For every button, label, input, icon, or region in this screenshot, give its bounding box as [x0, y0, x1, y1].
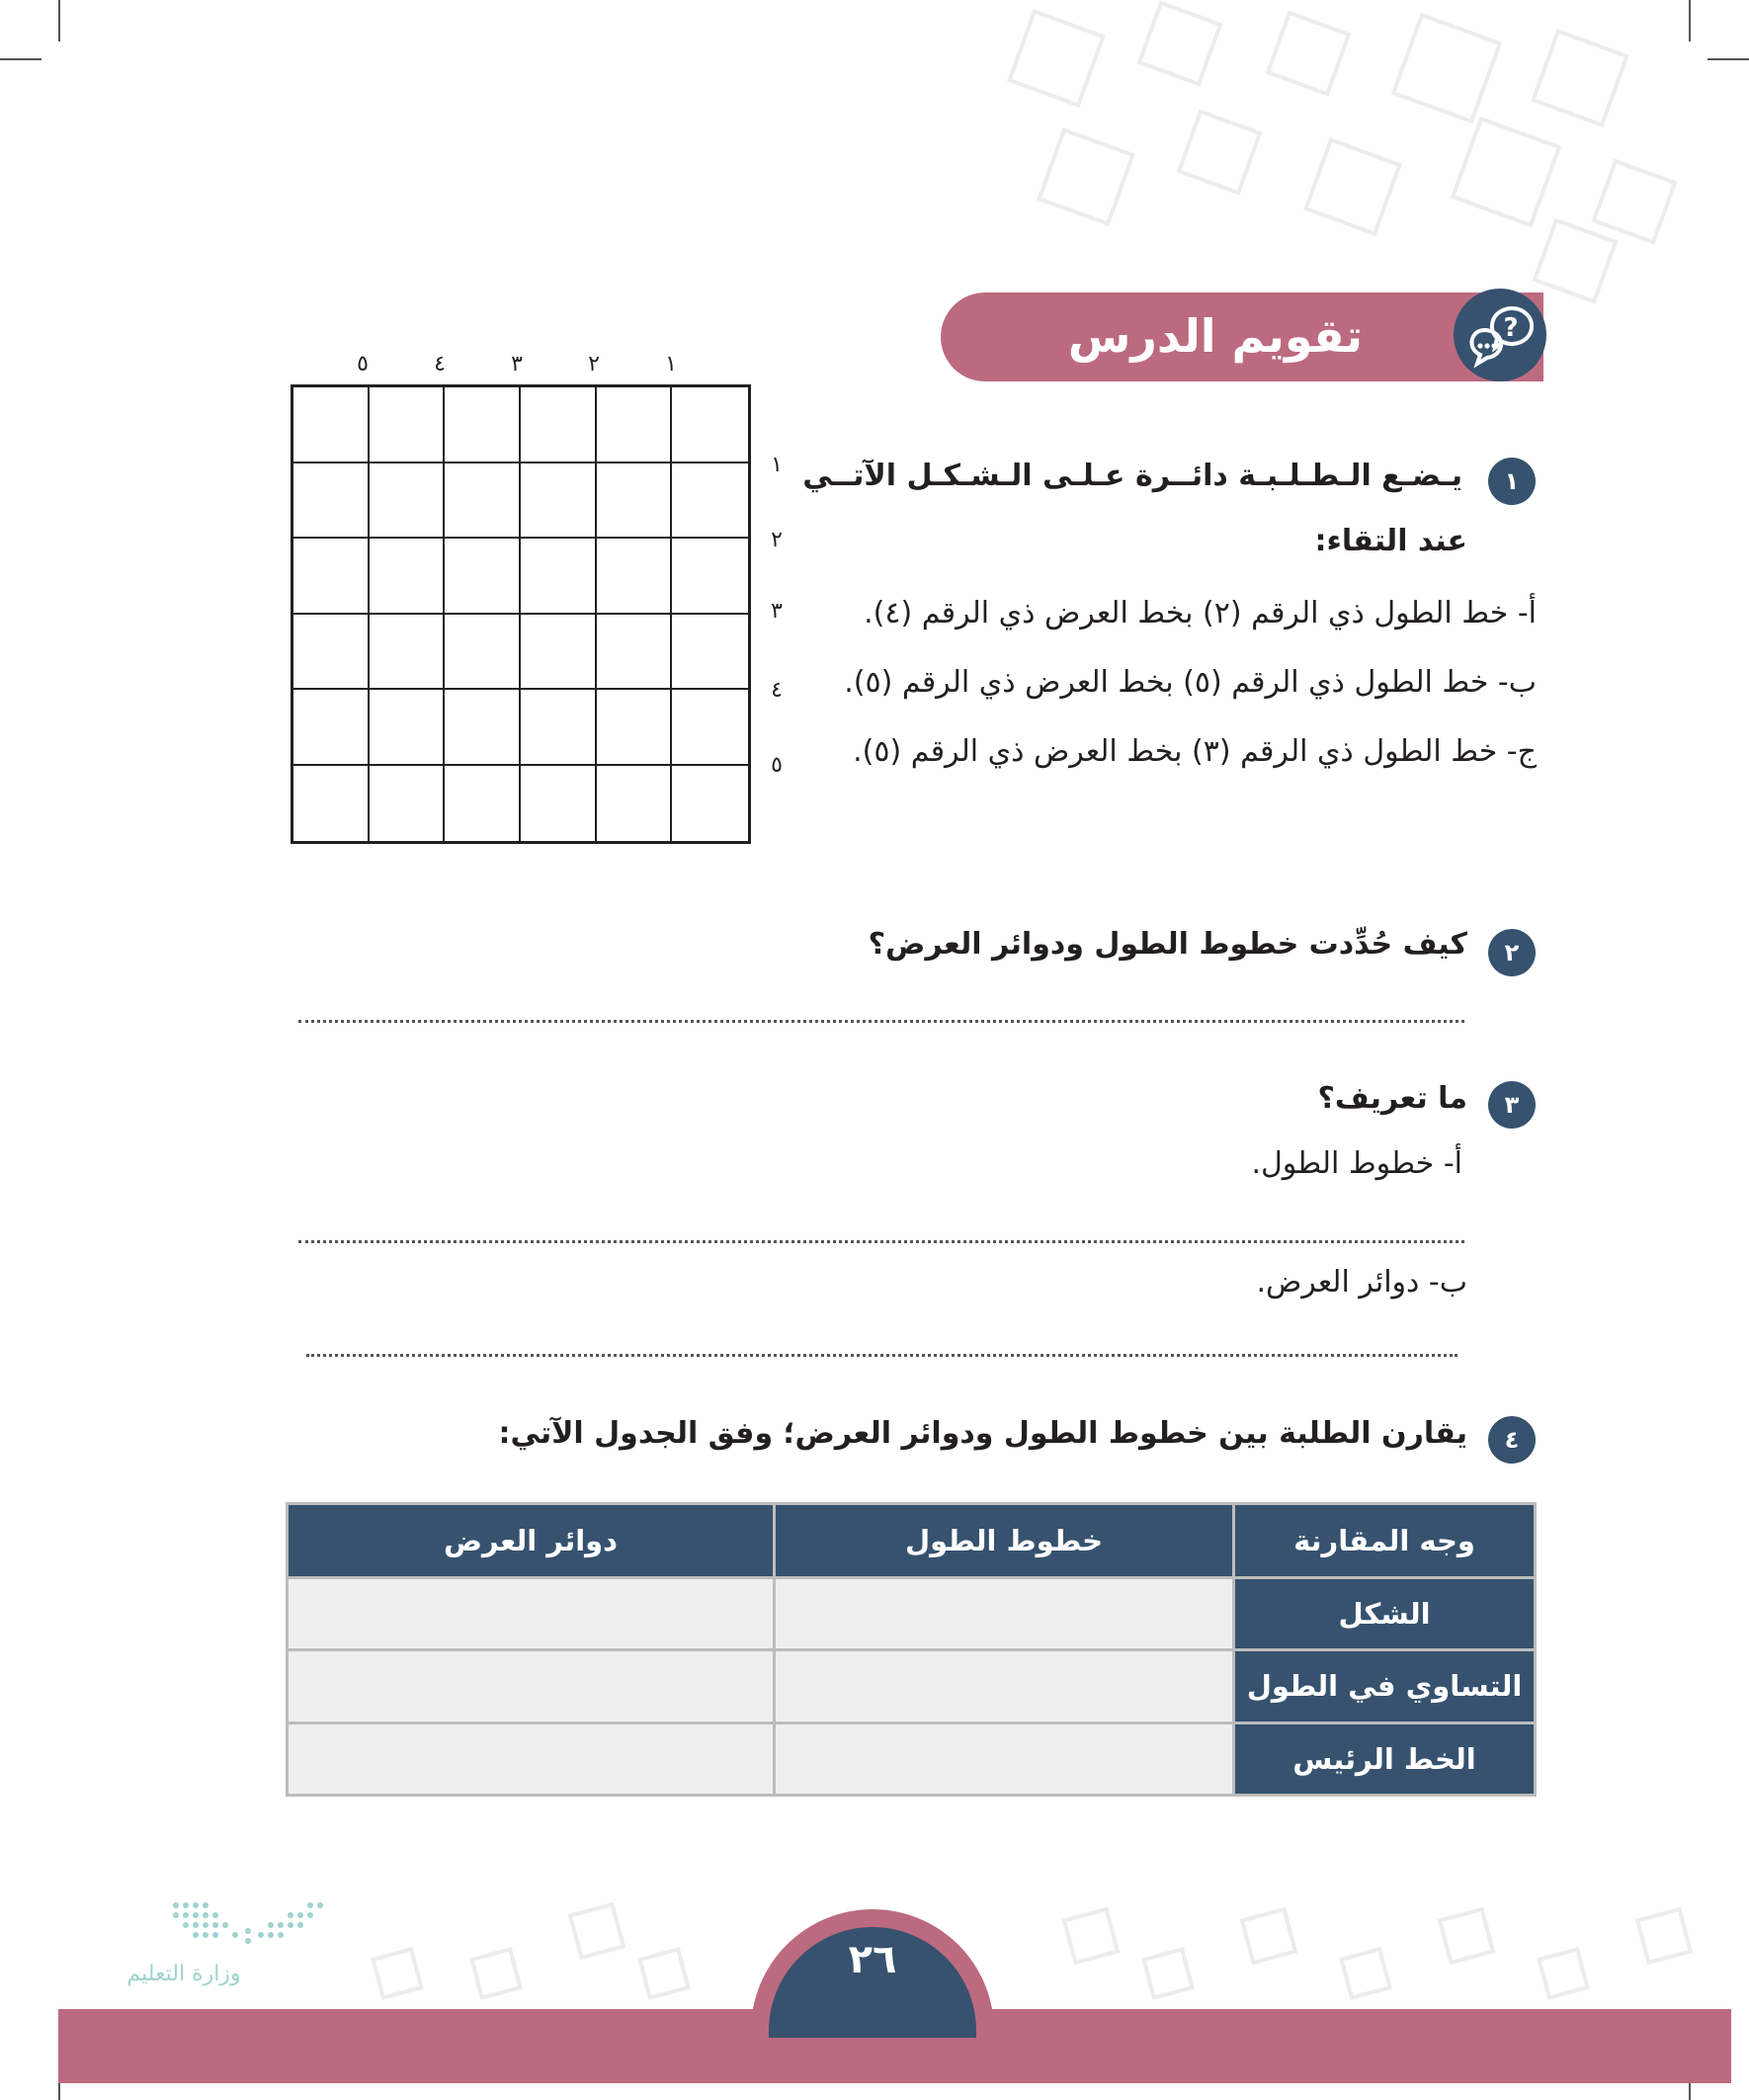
table-answer-cell[interactable]: [775, 1650, 1234, 1722]
question-number-badge: ٢: [1488, 929, 1536, 976]
grid-column-number: ٤: [434, 352, 446, 377]
grid-column-number: ١: [665, 352, 677, 377]
table-header-cell: وجه المقارنة: [1234, 1504, 1536, 1578]
question-1-item-a: أ- خط الطول ذي الرقم (٢) بخط العرض ذي الرقم (٤).: [864, 596, 1537, 630]
table-row-header: الخط الرئيس: [1234, 1722, 1536, 1795]
table-row: [288, 1722, 1536, 1795]
table-row-header: الشكل: [1234, 1578, 1536, 1650]
grid-row-number: ١: [771, 453, 783, 477]
table-answer-cell[interactable]: [775, 1722, 1234, 1795]
ministry-logo-icon: [170, 1897, 326, 1949]
answer-line[interactable]: [298, 1240, 1464, 1243]
decorative-square: [1391, 13, 1503, 125]
question-chat-icon: [1454, 289, 1546, 381]
question-2-text: كيف حُدِّدت خطوط الطول ودوائر العرض؟: [868, 927, 1467, 962]
crop-mark: [1689, 0, 1691, 42]
table-row: [288, 1650, 1536, 1722]
table-answer-cell[interactable]: [288, 1578, 775, 1650]
decorative-square: [1451, 117, 1562, 228]
table-header-cell: دوائر العرض: [288, 1504, 775, 1578]
grid-row-number: ٣: [771, 599, 783, 624]
question-3-item-b: ب- دوائر العرض.: [1256, 1265, 1467, 1300]
question-number-badge: ٤: [1488, 1416, 1536, 1464]
decorative-square: [568, 1902, 626, 1961]
decorative-square: [1136, 0, 1222, 86]
question-number-badge: ٣: [1488, 1081, 1536, 1129]
decorative-square: [1176, 109, 1262, 195]
page-number: ٢٦: [848, 1937, 897, 1982]
grid-column-number: ٥: [357, 352, 369, 377]
question-1-line-2: عند التقاء:: [1314, 524, 1467, 558]
table-row-header: التساوي في الطول: [1234, 1650, 1536, 1722]
decorative-square: [1265, 10, 1351, 96]
grid-row-number: ٤: [771, 678, 783, 703]
grid-column-number: ٣: [511, 352, 523, 377]
decorative-square: [637, 1947, 691, 2000]
decorative-square: [1339, 1947, 1392, 2000]
crop-mark: [58, 0, 60, 42]
table-answer-cell[interactable]: [775, 1578, 1234, 1650]
decorative-square: [1591, 158, 1677, 244]
question-1-line-1: يـضـع الـطـلـبـة دائــرة عـلـى الـشـكـل الآتــي: [802, 459, 1462, 493]
question-4-text: يقارن الطلبة بين خطوط الطول ودوائر العرض؛ وفق الجدول الآتي:: [498, 1416, 1467, 1451]
ministry-logo-text: وزارة التعليم: [126, 1962, 241, 1986]
decorative-square: [469, 1947, 523, 2000]
decorative-square: [1438, 1907, 1496, 1966]
decorative-square: [1635, 1907, 1694, 1966]
question-3-item-a: أ- خطوط الطول.: [1251, 1146, 1462, 1181]
decorative-square: [1007, 9, 1106, 108]
decorative-square: [1141, 1947, 1195, 2000]
lesson-header-title: تقويم الدرس الثالث: [1067, 309, 1364, 442]
table-header-row: [288, 1504, 1536, 1578]
decorative-square: [1037, 127, 1135, 226]
question-number-badge: ١: [1488, 458, 1536, 505]
coordinate-grid[interactable]: [291, 384, 751, 844]
decorative-square: [1531, 29, 1629, 127]
svg-text:?: ?: [1503, 313, 1519, 343]
decorative-square: [1062, 1907, 1121, 1966]
comparison-table: [286, 1502, 1537, 1797]
crop-mark: [0, 58, 42, 60]
grid-row-number: ٢: [771, 528, 783, 552]
decorative-square: [1240, 1907, 1298, 1966]
table-answer-cell[interactable]: [288, 1722, 775, 1795]
question-3-text: ما تعريف؟: [1317, 1081, 1467, 1116]
crop-mark: [1707, 58, 1749, 60]
question-1-item-c: ج- خط الطول ذي الرقم (٣) بخط العرض ذي الرقم (٥).: [853, 734, 1537, 769]
answer-line[interactable]: [306, 1354, 1458, 1357]
grid-row-number: ٥: [771, 753, 783, 778]
decorative-square: [1537, 1947, 1590, 2000]
table-answer-cell[interactable]: [288, 1650, 775, 1722]
grid-column-number: ٢: [588, 352, 600, 377]
decorative-square: [1303, 137, 1402, 236]
table-row: [288, 1578, 1536, 1650]
table-header-cell: خطوط الطول: [775, 1504, 1234, 1578]
decorative-square: [371, 1947, 424, 2000]
question-1-item-b: ب- خط الطول ذي الرقم (٥) بخط العرض ذي الرقم (٥).: [844, 665, 1537, 700]
answer-line[interactable]: [298, 1020, 1464, 1023]
